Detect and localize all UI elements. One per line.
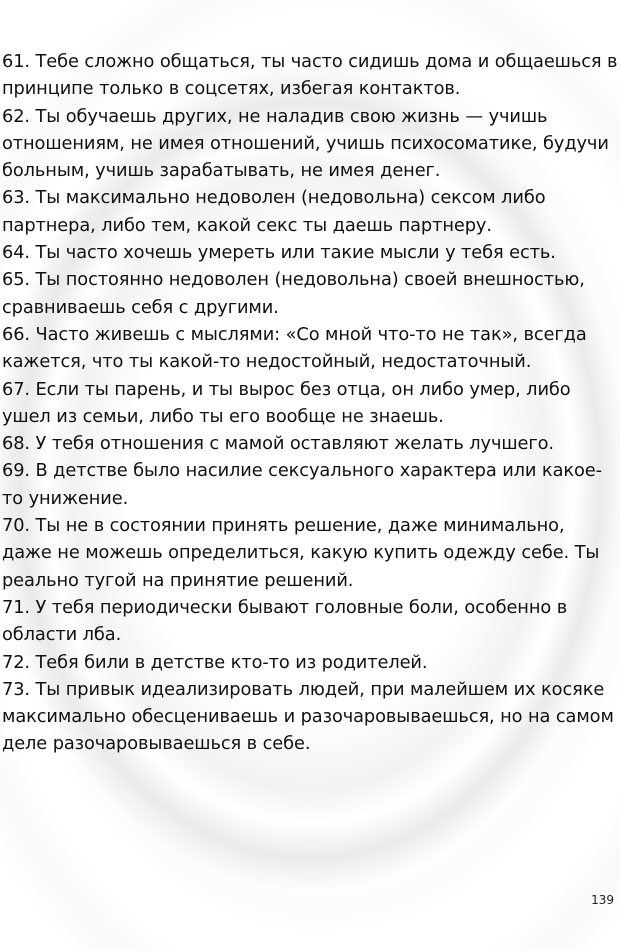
list-item-73: 73. Ты привык идеализировать людей, при малейшем их косяке максимально обесцениваешь и разочаровываешься, но на самом деле разочаровываешься в себе. bbox=[2, 678, 614, 755]
list-item-62: 62. Ты обучаешь других, не наладив свою жизнь — учишь отношениям, не имея отношений, учишь психосоматике, будучи больным, учишь зарабатывать, не имея денег. bbox=[2, 105, 609, 182]
list-item-66: 66. Часто живешь с мыслями: «Со мной что-то не так», всегда кажется, что ты какой-то недостойный, недостаточный. bbox=[2, 323, 587, 373]
list-item-68: 68. У тебя отношения с мамой оставляют желать лучшего. bbox=[2, 433, 554, 455]
list-item-64: 64. Ты часто хочешь умереть или такие мысли у тебя есть. bbox=[2, 242, 556, 264]
list-item-61: 61. Тебе сложно общаться, ты часто сидишь дома и общаешься в принципе только в соцсетях, избегая контактов. bbox=[2, 51, 618, 100]
list-item-63: 63. Ты максимально недоволен (недовольна) сексом либо партнера, либо тем, какой секс ты даешь партнеру. bbox=[2, 187, 546, 236]
page-number: 139 bbox=[591, 893, 614, 907]
list-item-70: 70. Ты не в состоянии принять решение, даже минимально, даже не можешь определиться, какую купить одежду себе. Ты реально тугой на принятие решений. bbox=[2, 515, 600, 591]
list-item-65: 65. Ты постоянно недоволен (недовольна) своей внешностью, сравниваешь себя с другими. bbox=[2, 269, 585, 318]
list-item-69: 69. В детстве было насилие сексуального характера или какое-то унижение. bbox=[2, 460, 602, 509]
list-item-71: 71. У тебя периодически бывают головные боли, особенно в области лба. bbox=[2, 596, 568, 646]
list-item-67: 67. Если ты парень, и ты вырос без отца, он либо умер, либо ушел из семьи, либо ты его вообще не знаешь. bbox=[2, 378, 571, 427]
list-item-72: 72. Тебя били в детстве кто-то из родителей. bbox=[2, 651, 428, 673]
list-text-block bbox=[2, 48, 618, 758]
